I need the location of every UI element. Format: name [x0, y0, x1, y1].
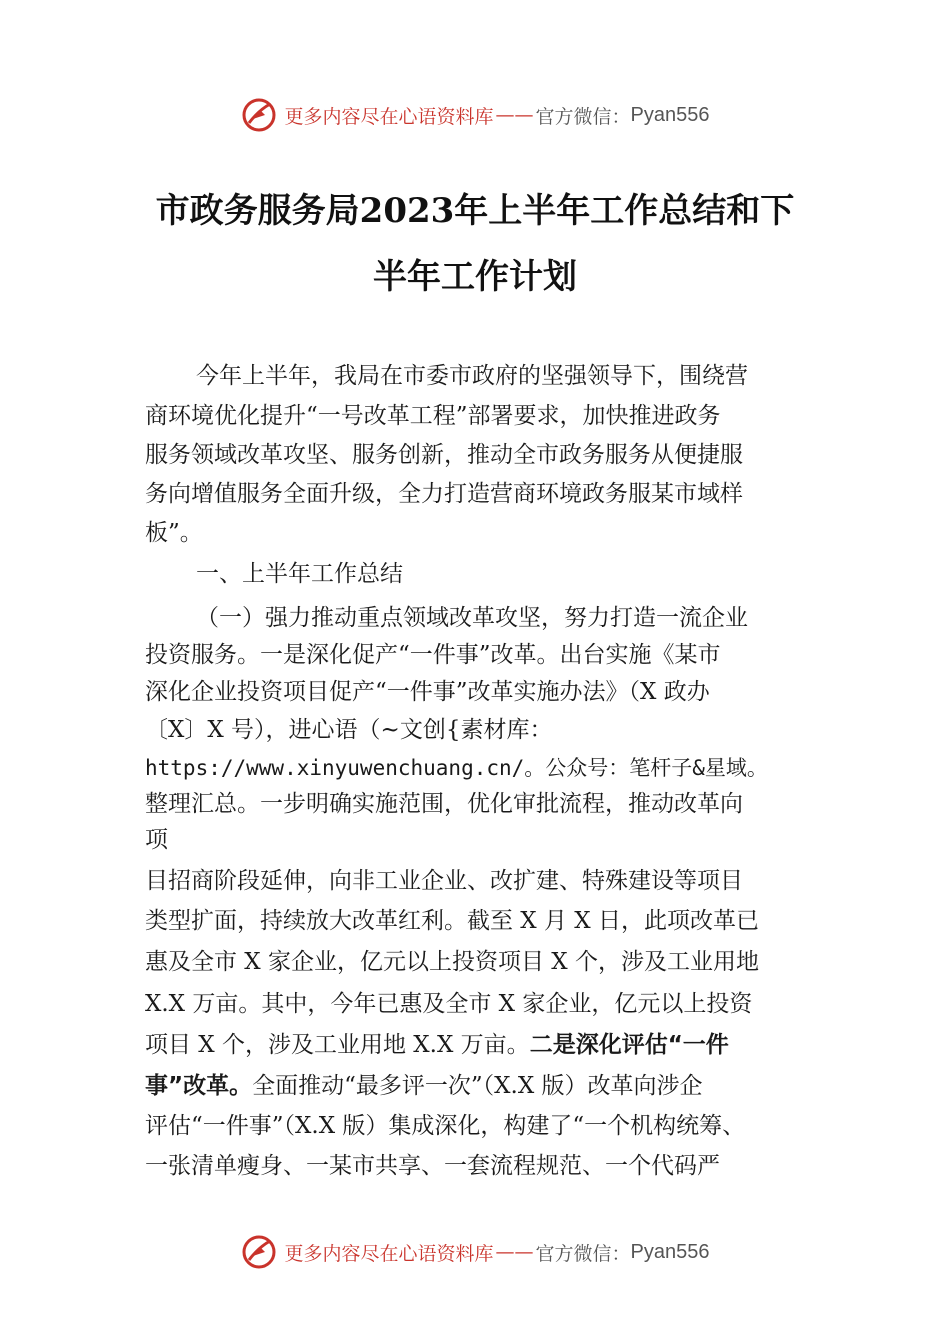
watermark-text: 更多内容尽在心语资料库 — [284, 105, 494, 128]
body-line — [145, 1071, 703, 1101]
bold-heading-text: 事”改革。 — [145, 1073, 253, 1099]
body-line: 〔X〕X 号），进心语（~文创{素材库： — [145, 717, 553, 743]
body-line: 一张清单瘦身、一某市共享、一套流程规范、一个代码严 — [145, 1153, 720, 1179]
body-line: 务向增值服务全面升级，全力打造营商环境政务服某市域样 — [145, 481, 743, 507]
body-line — [145, 1030, 729, 1060]
body-line: 惠及全市 X 家企业，亿元以上投资项目 X 个，涉及工业用地 — [145, 949, 759, 975]
section-heading: 一、上半年工作总结 — [196, 561, 403, 587]
body-text: 项目 X 个，涉及工业用地 X.X 万亩。 — [145, 1032, 530, 1058]
body-line: 服务领域改革攻坚、服务创新，推动全市政务服务从便捷服 — [145, 442, 743, 468]
body-text: 全面推动“最多评一次”（X.X 版）改革向涉企 — [252, 1073, 703, 1099]
body-line: 目招商阶段延伸，向非工业企业、改扩建、特殊建设等项目 — [145, 868, 743, 894]
body-line: 板”。 — [145, 520, 203, 546]
body-line: 整理汇总。一步明确实施范围，优化审批流程，推动改革向 — [145, 791, 743, 817]
body-line: 商环境优化提升“一号改革工程”部署要求，加快推进政务 — [145, 403, 721, 429]
watermark-separator: —— — [495, 1241, 534, 1263]
watermark-wechat-id: Pyan556 — [630, 1240, 710, 1263]
body-line: 投资服务。一是深化促产“一件事”改革。出台实施《某市 — [145, 642, 721, 668]
watermark-wechat-id: Pyan556 — [630, 103, 710, 126]
body-line: 深化企业投资项目促产“一件事”改革实施办法》（X 政办 — [145, 679, 710, 705]
brush-logo-icon — [241, 1234, 277, 1270]
document-title — [100, 178, 850, 310]
watermark-wechat-label: 官方微信： — [535, 1242, 631, 1265]
watermark-wechat-label: 官方微信： — [535, 105, 631, 128]
bold-heading-text: 二是深化评估“一件 — [529, 1032, 729, 1058]
subsection-heading: （一）强力推动重点领域改革攻坚，努力打造一流企业 — [196, 605, 748, 631]
body-line: 类型扩面，持续放大改革红利。截至 X 月 X 日，此项改革已 — [145, 908, 759, 934]
title-line-1: 市政务服务局2023年上半年工作总结和下 — [155, 191, 795, 231]
url-line: https://www.xinyuwenchuang.cn/。公众号：笔杆子&星域。 — [145, 756, 768, 780]
body-line: X.X 万亩。其中，今年已惠及全市 X 家企业，亿元以上投资 — [145, 991, 753, 1017]
body-line: 项 — [145, 827, 168, 853]
watermark-header — [0, 93, 950, 137]
body-line: 今年上半年，我局在市委市政府的坚强领导下，围绕营 — [196, 363, 748, 389]
watermark-footer — [0, 1230, 950, 1274]
watermark-separator: —— — [495, 104, 534, 126]
title-line-2: 半年工作计划 — [373, 257, 577, 297]
body-line: 评估“一件事”（X.X 版）集成深化，构建了“一个机构统筹、 — [145, 1113, 746, 1139]
brush-logo-icon — [241, 97, 277, 133]
watermark-text: 更多内容尽在心语资料库 — [284, 1242, 494, 1265]
